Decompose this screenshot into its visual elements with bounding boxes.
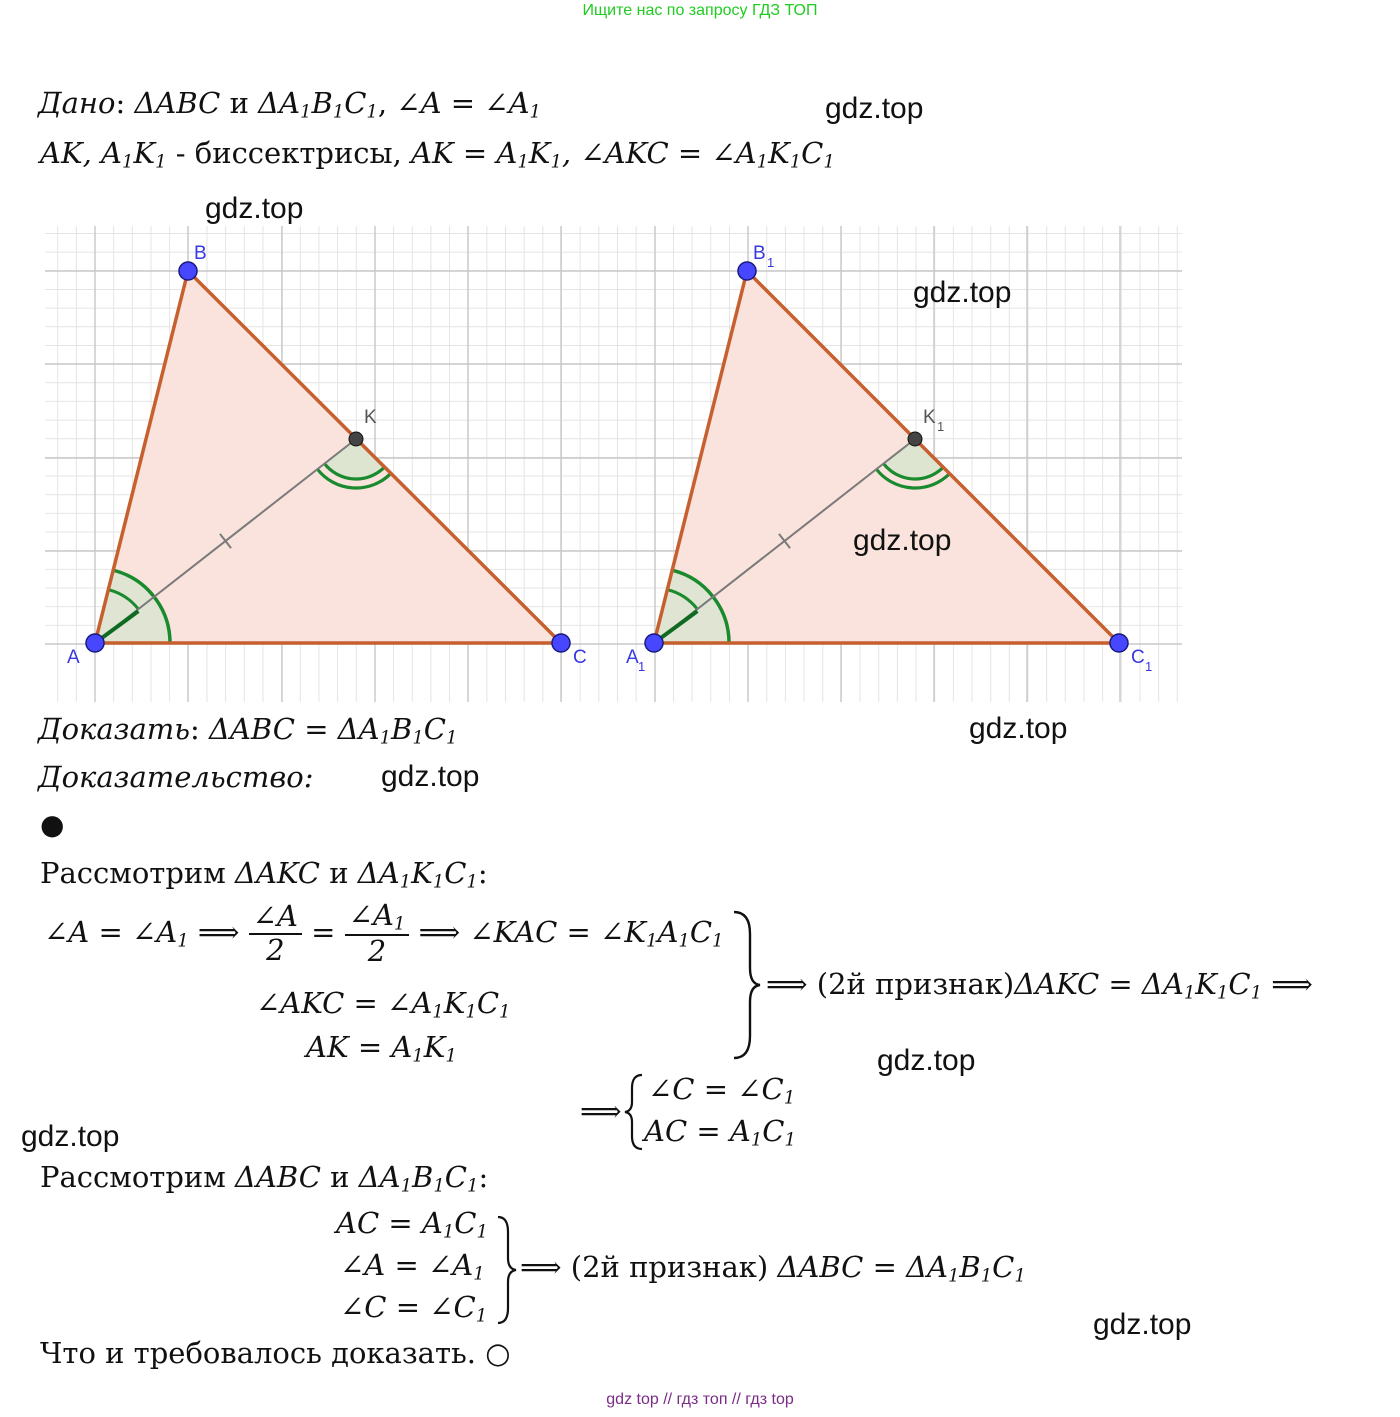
watermark: gdz.top	[877, 1044, 976, 1077]
left-label-b: B	[194, 243, 207, 264]
right-point-c	[1110, 634, 1128, 652]
ak-equation: AK = $A_1K_1$	[306, 1030, 457, 1067]
right-label-k-subscript: 1	[937, 419, 945, 434]
eq-ac: AC = $A_1C_1$	[336, 1206, 488, 1243]
watermark: gdz.top	[205, 192, 304, 225]
bottom-banner[interactable]: gdz top // гдз топ // гдз top	[606, 1391, 794, 1408]
consider-word-1: Рассмотрим	[40, 856, 226, 890]
angle-akc-equation: ∠AKC = $\angle A_1K_1C_1$	[256, 986, 511, 1023]
right-point-a	[645, 634, 663, 652]
top-banner[interactable]: Ищите нас по запросу ГДЗ ТОП	[582, 2, 818, 19]
watermark: gdz.top	[853, 524, 952, 557]
watermark: gdz.top	[1093, 1308, 1192, 1341]
left-label-a: A	[67, 647, 80, 668]
first-criterion-result: ⟹ (2й признак)ΔAKC = $\Delta A_1K_1C_1$ ⟹	[766, 967, 1313, 1004]
right-point-k	[908, 432, 922, 446]
prove-label: Доказать	[38, 712, 191, 746]
eq-angle-c: ∠C = $\angle C_1$	[340, 1290, 488, 1327]
given-label: Дано	[38, 86, 116, 120]
watermark: gdz.top	[913, 276, 1012, 309]
prove-line: Доказать: $\Delta ABC = \Delta A_1B_1C_1$	[38, 712, 458, 749]
watermark: gdz.top	[381, 760, 480, 793]
given-line-1: Дано: ΔABC и $\Delta A_1B_1C_1$, ∠A = $\angle A_1$	[38, 86, 541, 123]
right-brace-2	[494, 1214, 518, 1326]
bullet: ●	[40, 808, 65, 841]
watermark: gdz.top	[825, 92, 924, 125]
consider-abc: Рассмотрим ΔABC и $\Delta A_1B_1C_1$:	[40, 1160, 489, 1197]
consider-word-2: Рассмотрим	[40, 1160, 226, 1194]
left-brace-system	[622, 1072, 646, 1152]
consider-akc: Рассмотрим ΔAKC и $\Delta A_1K_1C_1$:	[40, 856, 488, 893]
given-line-2: AK, $A_1K_1$ - биссектрисы, AK = $A_1K_1$, ∠AKC = $\angle A_1K_1C_1$	[40, 136, 835, 173]
system-ac: AC = $A_1C_1$	[644, 1114, 796, 1151]
right-label-b: B	[753, 243, 766, 264]
implies-arrow: ⟹	[580, 1094, 622, 1128]
criterion-text-2: (2й признак)	[570, 1250, 769, 1284]
fraction-a: $\frac{\angle A}{2}$	[249, 901, 302, 967]
left-label-c: C	[573, 647, 587, 668]
conclusion: Что и требовалось доказать. ○	[40, 1336, 511, 1370]
left-label-k: K	[364, 407, 377, 428]
watermark: gdz.top	[969, 712, 1068, 745]
right-label-k: K	[923, 407, 936, 428]
left-point-c	[552, 634, 570, 652]
left-point-k	[349, 432, 363, 446]
right-label-b-subscript: 1	[767, 255, 775, 270]
proof-label: Доказательство:	[38, 760, 314, 794]
second-criterion-result: ⟹ (2й признак) $\Delta ABC = \Delta A_1B_1C_1$	[520, 1250, 1026, 1287]
fraction-a1: $\frac{\angle A_1}{2}$	[345, 900, 410, 968]
right-label-c-subscript: 1	[1145, 659, 1153, 674]
watermark: gdz.top	[21, 1120, 120, 1153]
criterion-text-1: (2й признак)	[816, 967, 1015, 1001]
right-label-c: C	[1131, 647, 1145, 668]
left-point-b	[179, 262, 197, 280]
eq-angle-a: ∠A = $\angle A_1$	[340, 1248, 485, 1285]
right-label-a-subscript: 1	[638, 659, 646, 674]
left-point-a	[86, 634, 104, 652]
angle-half-equation: ∠A = $\angle A_1$ ⟹ $\frac{\angle A}{2}$ = $\frac{\angle A_1}{2}$ ⟹ ∠KAC = $\angle K_1A_1C_1$	[44, 898, 724, 969]
right-brace-1	[728, 908, 762, 1062]
right-label-a: A	[626, 647, 639, 668]
system-angle-c: ∠C = $\angle C_1$	[648, 1072, 796, 1109]
right-point-b	[738, 262, 756, 280]
